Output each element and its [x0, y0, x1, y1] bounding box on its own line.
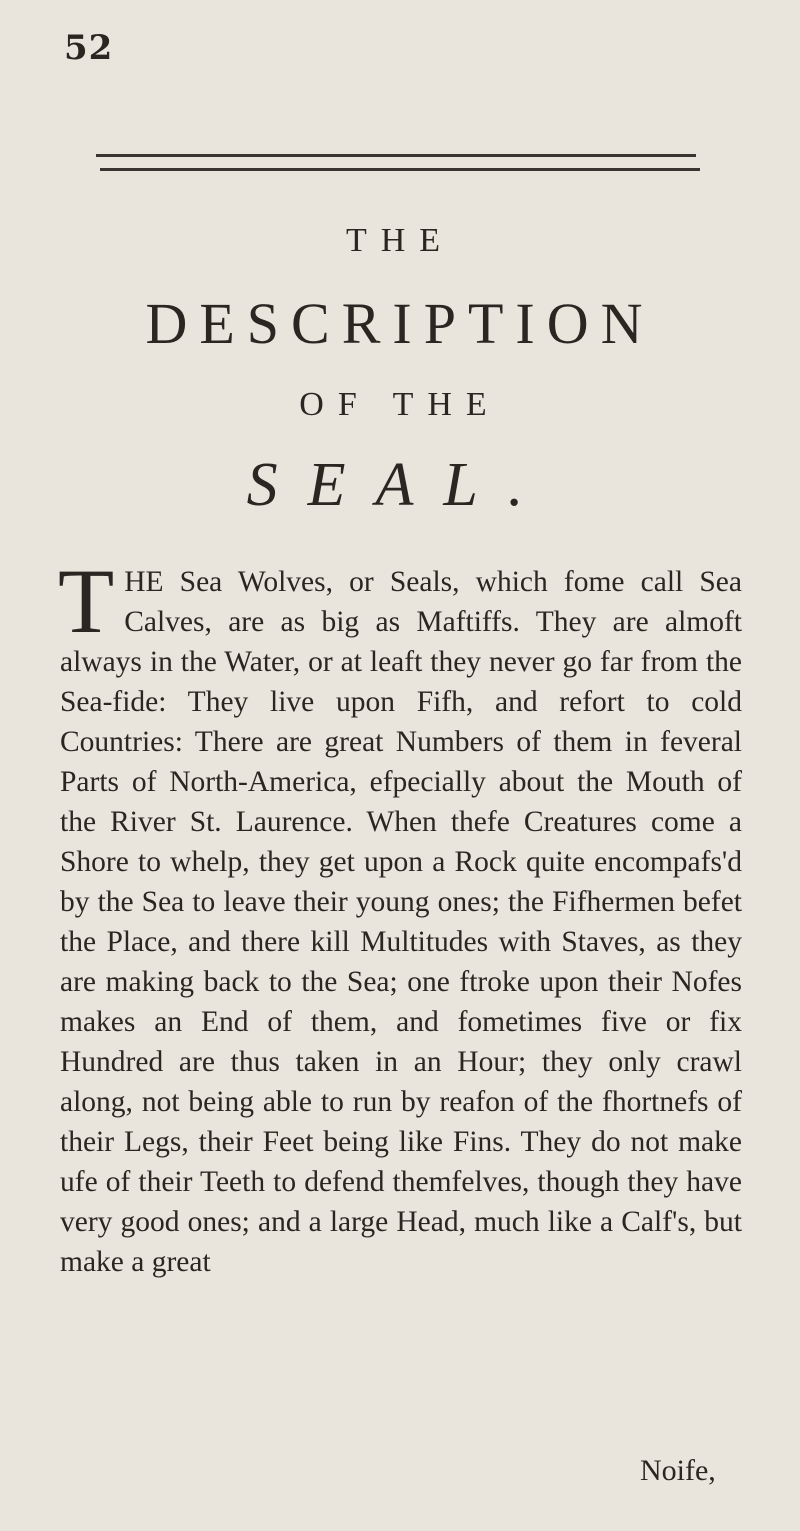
- top-rule-1: [96, 154, 696, 157]
- heading-of-the: OF THE: [299, 386, 501, 423]
- heading-description: DESCRIPTION: [145, 291, 655, 356]
- heading-seal: SEAL.: [246, 451, 554, 519]
- top-rule-2: [100, 168, 700, 171]
- body-text: HE Sea Wolves, or Seals, which fome call Sea Calves, are as big as Maftiffs. They are almoft always in the Water, or at leaft they never go far from the Sea-fide: They live upon Fifh, and refort to cold Countries: There are great Numbers of them in feveral Parts of North-America, efpecially about the Mouth of the River St. Laurence. When thefe Creatures come a Shore to whelp, they get upon a Rock quite encompafs'd by the Sea to leave their young ones; the Fifhermen befet the Place, and there kill Multitudes with Staves, as they are making back to the Sea; one ftroke upon their Nofes makes an End of them, and fometimes five or fix Hundred are thus taken in an Hour; they only crawl along, not being able to run by reafon of the fhortnefs of their Legs, their Feet being like Fins. They do not make ufe of their Teeth to defend themfelves, though they have very good ones; and a large Head, much like a Calf's, but make a great: [60, 566, 742, 1278]
- page-number: 52: [64, 28, 114, 68]
- body-paragraph: [58, 550, 742, 1282]
- drop-cap: T: [58, 550, 115, 652]
- catchword: Noife,: [640, 1454, 716, 1487]
- heading-the: THE: [345, 222, 455, 259]
